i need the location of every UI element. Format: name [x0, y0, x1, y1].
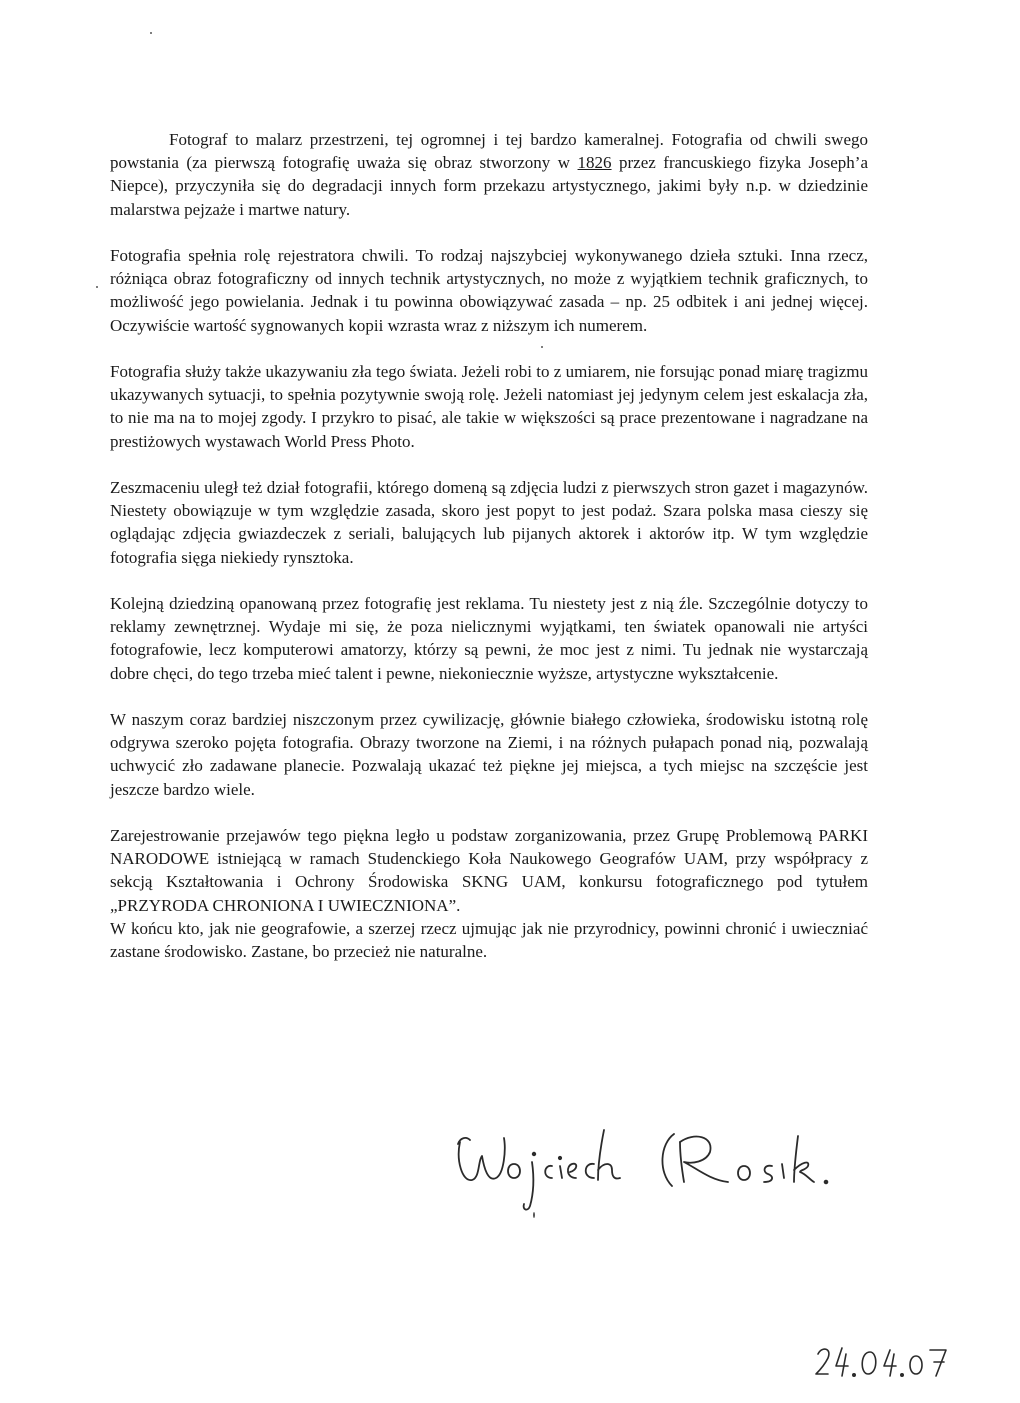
scan-speck	[96, 286, 98, 288]
paragraph-8: W końcu kto, jak nie geografowie, a szerzej rzecz ujmując jak nie przyrodnicy, powinni chronić i uwieczniać zastane środowisko. Zastane, bo przecież nie naturalne.	[110, 918, 868, 962]
scan-speck	[150, 32, 152, 34]
scan-speck	[541, 346, 543, 348]
paragraph-5: Kolejną dziedziną opanowaną przez fotografię jest reklama. Tu niestety jest z nią źle. Szczególnie dotyczy to reklamy zewnętrznej. Wydaje mi się, że poza nielicznymi wyjątkami, ten światek opanowali nie artyści fotografowie, lecz komputerowi amatorzy, którzy są pewni, że moc jest z nimi. Tu jednak nie wystarczają dobre chęci, do tego trzeba mieć talent i pewne, niekoniecznie wyższe, artystyczne wykształcenie.	[110, 594, 868, 683]
paragraph-1	[110, 128, 868, 221]
paragraph-4: Zeszmaceniu uległ też dział fotografii, którego domeną są zdjęcia ludzi z pierwszych stron gazet i magazynów. Niestety obowiązuje w tym względzie zasada, skoro jest popyt to jest podaż. Szara polska masa cieszy się oglądając zdjęcia gwiazdeczek z seriali, balujących lub pijanych aktorek i aktorów itp. W tym względzie fotografia sięga niekiedy rynsztoka.	[110, 478, 868, 567]
year-1826: 1826	[577, 153, 612, 173]
paragraph-7: Zarejestrowanie przejawów tego piękna legło u podstaw zorganizowania, przez Grupę Problemową PARKI NARODOWE istniejącą w ramach Studenckiego Koła Naukowego Geografów UAM, przy współpracy z sekcją Kształtowania i Ochrony Środowiska SKNG UAM, konkursu fotograficznego pod tytułem „PRZYRODA CHRONIONA I UWIECZNIONA”.	[110, 826, 868, 915]
paragraph-2: Fotografia spełnia rolę rejestratora chwili. To rodzaj najszybciej wykonywanego dzieła sztuki. Inna rzecz, różniąca obraz fotograficzny od innych technik artystycznych, no może z wyjątkiem technik graficznych, to możliwość jego powielania. Jednak i tu powinna obowiązywać zasada – np. 25 odbitek i ani jednej więcej. Oczywiście wartość sygnowanych kopii wzrasta wraz z niższym ich numerem.	[110, 246, 868, 335]
paragraph-3: Fotografia służy także ukazywaniu zła tego świata. Jeżeli robi to z umiarem, nie forsując ponad miarę tragizmu ukazywanych sytuacji, to spełnia pozytywnie swoją rolę. Jeżeli natomiast jej jedynym celem jest eskalacja zła, to nie ma na to mojej zgody. I przykro to pisać, ale takie w większości są prace prezentowane i nagradzane na prestiżowych wystawach World Press Photo.	[110, 362, 868, 451]
paragraph-1-start: Fotograf to malarz przestrzeni, tej ogromnej i tej bardzo kameralnej. Fotografia od chwili swego powstania (za pierwszą fotografię uważa się obraz stworzony w	[110, 130, 868, 173]
paragraph-1-end: przez francuskiego fizyka Joseph’a Niepce), przyczyniła się do degradacji innych form przekazu artystycznego, jakimi były n.p. w dziedzinie malarstwa pejzaże i martwe natury.	[110, 153, 868, 219]
handwritten-signature	[448, 1120, 868, 1230]
paragraph-6: W naszym coraz bardziej niszczonym przez cywilizację, głównie białego człowieka, środowisku istotną rolę odgrywa szeroko pojęta fotografia. Obrazy tworzone na Ziemi, i na różnych pułapach ponad nią, pozwalają uchwycić zło zadawane planecie. Pozwalają ukazać też piękne jej miejsca, a tych miejsc na szczęście jest jeszcze bardzo wiele.	[110, 710, 868, 799]
handwritten-date	[812, 1340, 952, 1385]
scan-speck	[533, 1212, 535, 1218]
document-body	[110, 128, 868, 986]
